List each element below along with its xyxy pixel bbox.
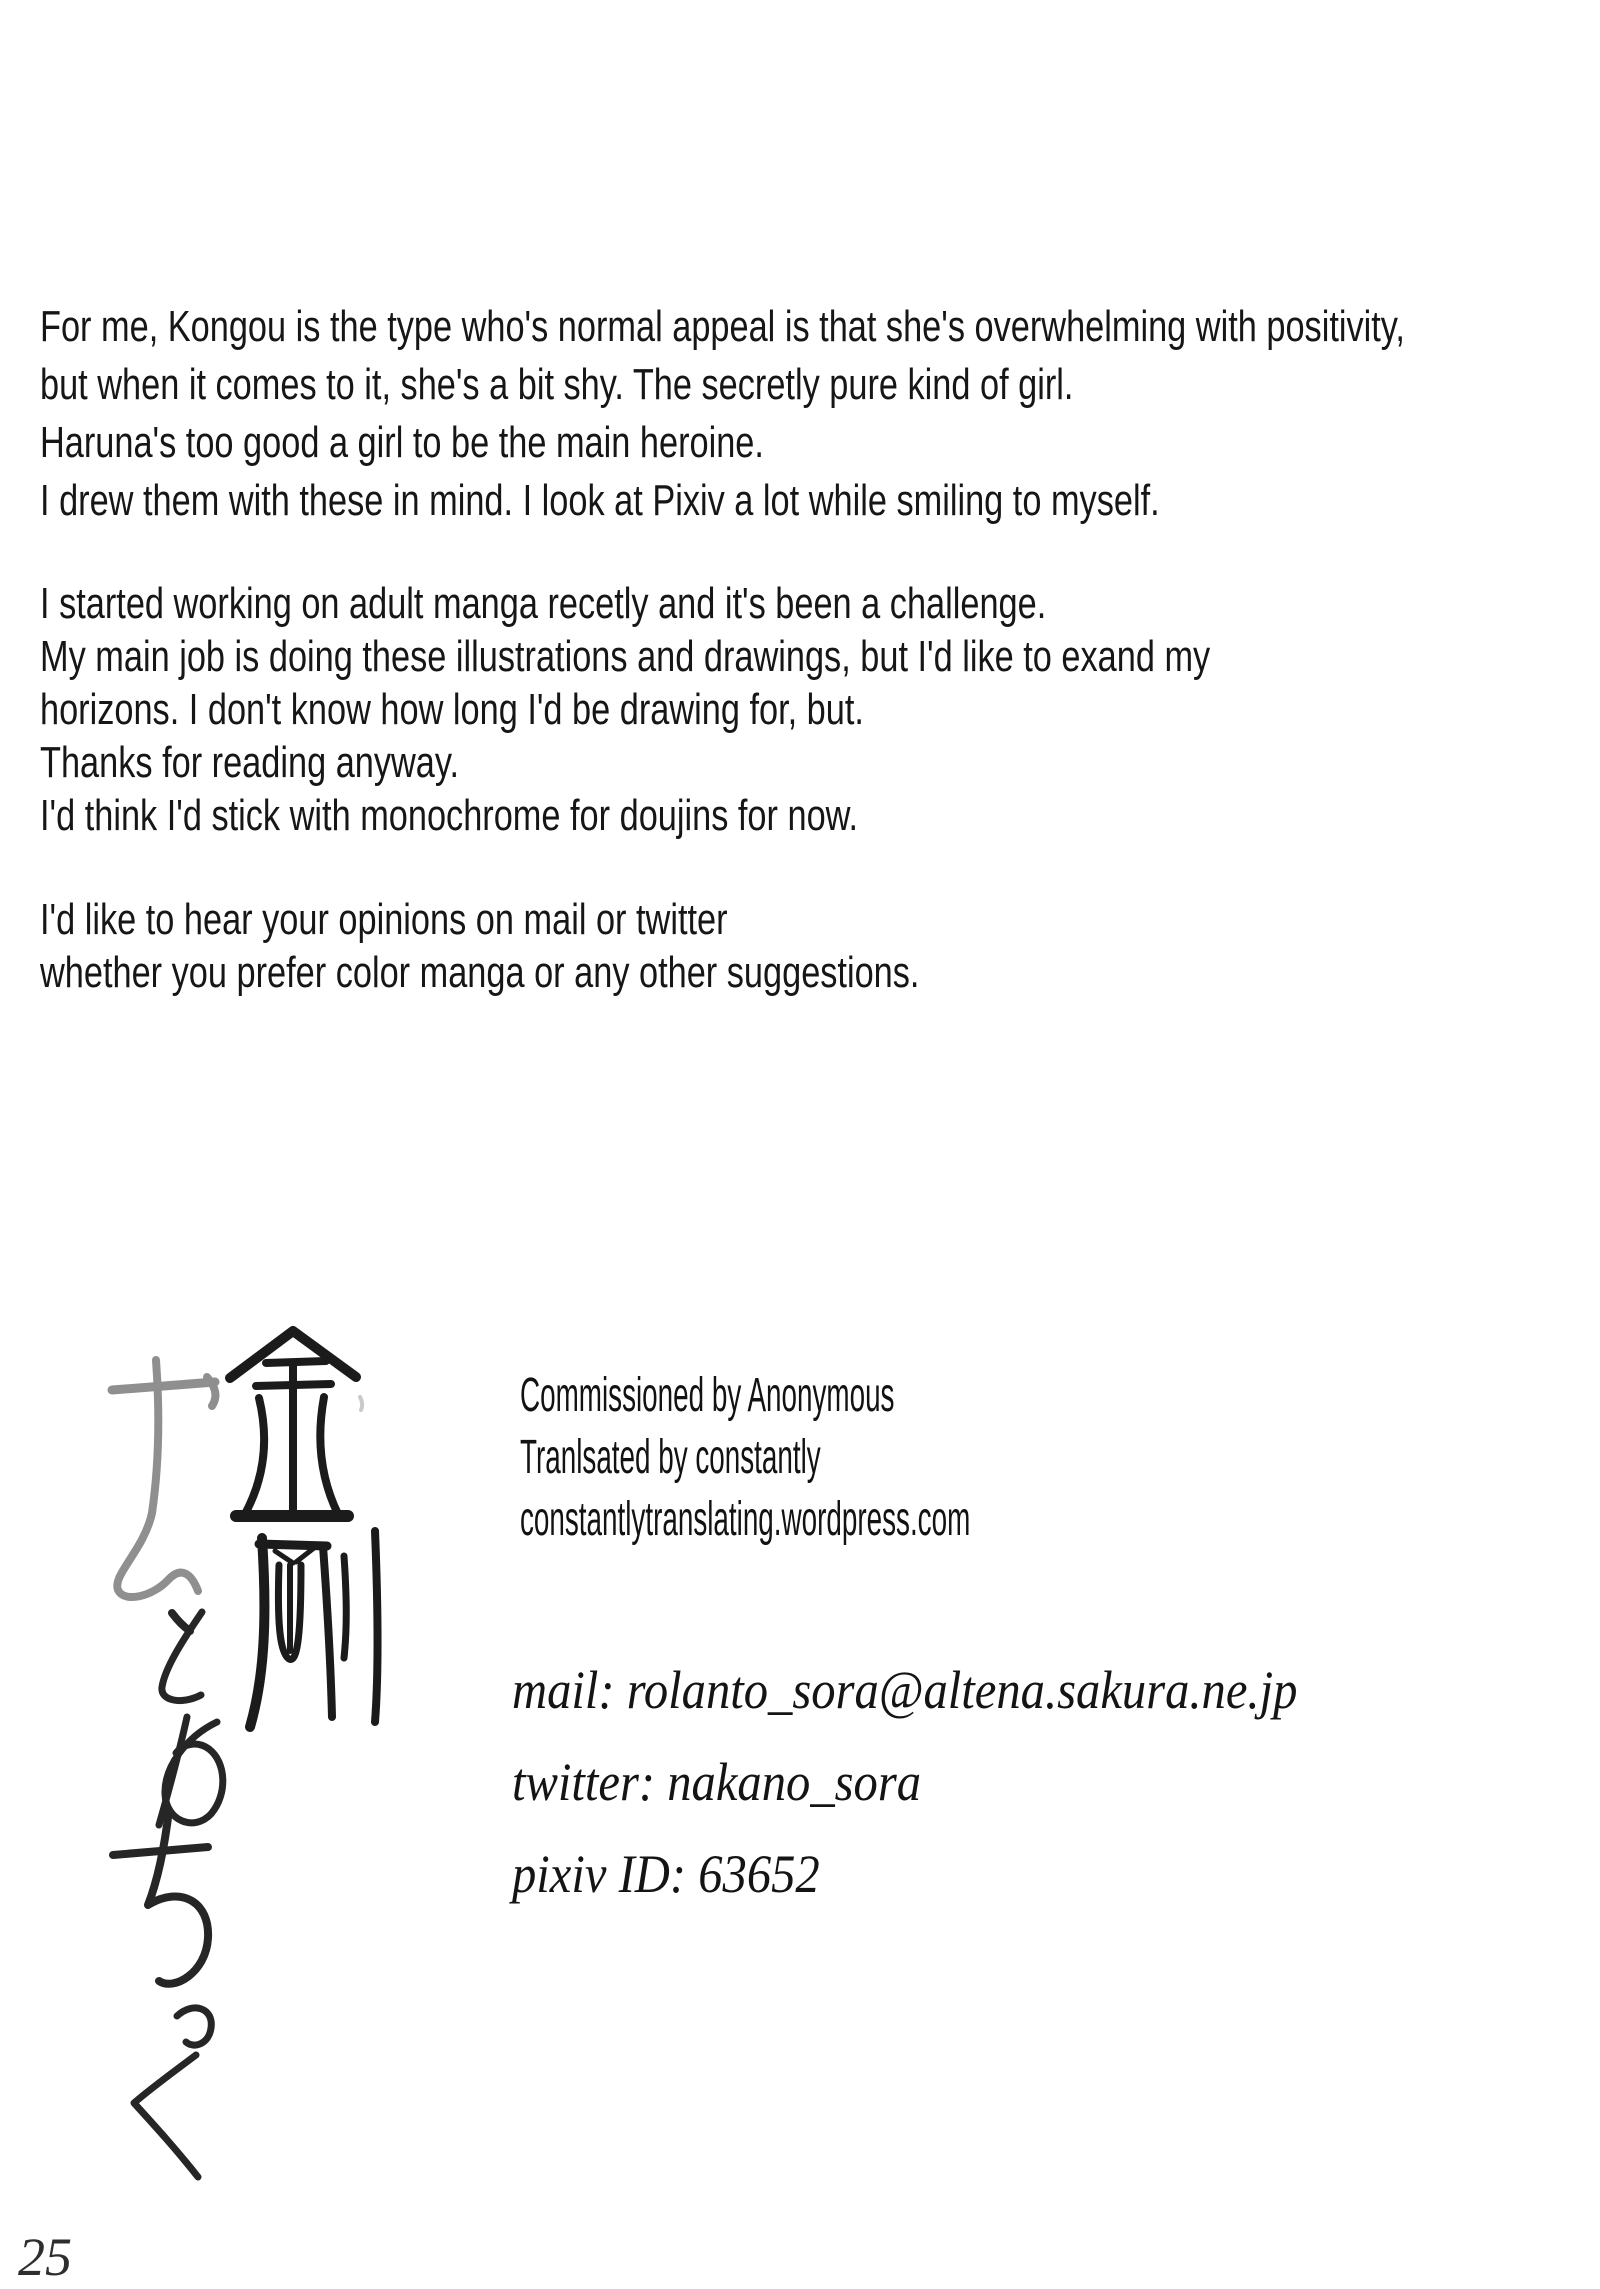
afterword-line: My main job is doing these illustrations and drawings, but I'd like to exand my bbox=[40, 632, 1211, 681]
afterword-line: whether you prefer color manga or any other suggestions. bbox=[40, 948, 920, 997]
kongou-otomechic-logo bbox=[60, 1285, 480, 2190]
afterword-line: I started working on adult manga recetly and it's been a challenge. bbox=[40, 579, 1047, 628]
afterword-paragraph-3 bbox=[40, 893, 1600, 999]
afterword-line: Haruna's too good a girl to be the main heroine. bbox=[40, 418, 764, 467]
pixiv-id: pixiv ID: 63652 bbox=[512, 1844, 820, 1904]
page-number: 25 bbox=[18, 2227, 72, 2287]
mail-address: mail: rolanto_sora@altena.sakura.ne.jp bbox=[512, 1660, 1298, 1720]
afterword-paragraph-2 bbox=[40, 577, 1600, 842]
afterword-line: Thanks for reading anyway. bbox=[40, 738, 460, 787]
afterword-text bbox=[40, 298, 1600, 999]
logo-kanji-kongou bbox=[230, 1331, 378, 1727]
commission-credit: Commissioned by Anonymous bbox=[520, 1369, 895, 1422]
translator-credit: Tranlsated by constantly bbox=[520, 1431, 821, 1484]
translation-credits bbox=[520, 1365, 970, 1551]
afterword-line: I'd think I'd stick with monochrome for doujins for now. bbox=[40, 791, 859, 840]
afterword-line: For me, Kongou is the type who's normal appeal is that she's overwhelming with positivity, bbox=[40, 302, 1405, 351]
twitter-handle: twitter: nakano_sora bbox=[512, 1752, 922, 1812]
author-contact-info bbox=[512, 1662, 1297, 1938]
afterword-paragraph-1 bbox=[40, 298, 1600, 530]
translator-website: constantlytranslating.wordpress.com bbox=[520, 1493, 971, 1546]
logo-artwork bbox=[60, 1285, 480, 2190]
afterword-line: I'd like to hear your opinions on mail or twitter bbox=[40, 895, 728, 944]
afterword-line: I drew them with these in mind. I look at Pixiv a lot while smiling to myself. bbox=[40, 476, 1160, 525]
afterword-line: horizons. I don't know how long I'd be drawing for, but. bbox=[40, 685, 864, 734]
logo-kana-otomechic bbox=[112, 1360, 223, 2177]
afterword-line: but when it comes to it, she's a bit shy. The secretly pure kind of girl. bbox=[40, 360, 1074, 409]
